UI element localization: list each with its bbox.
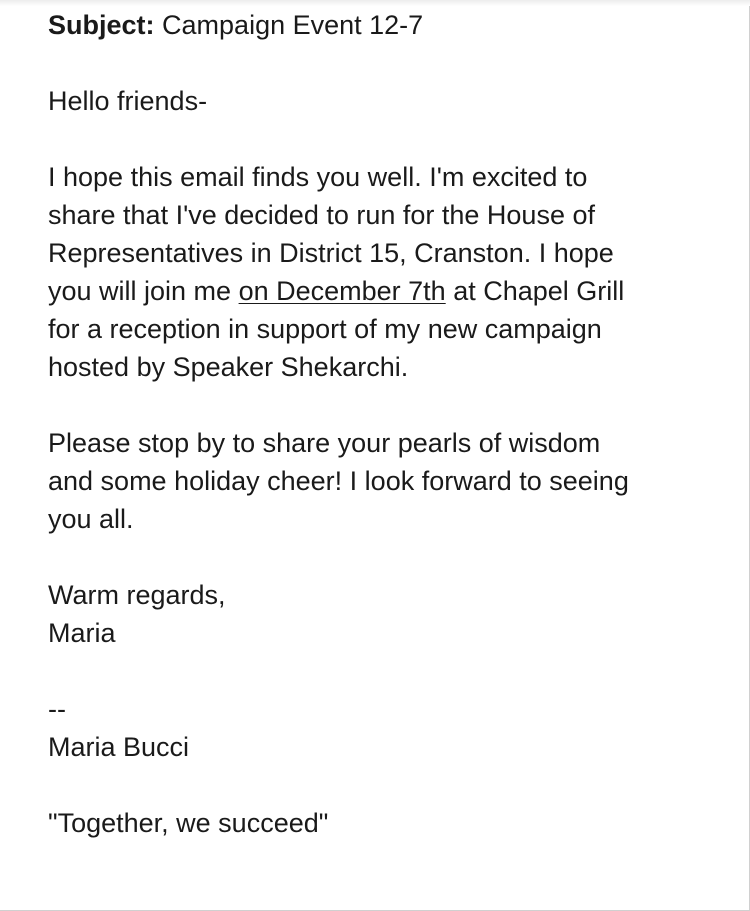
paragraph-line: for a reception in support of my new campaign <box>48 314 602 344</box>
greeting-text: Hello friends- <box>48 86 208 116</box>
signature-motto-block <box>48 804 728 842</box>
closing-name: Maria <box>48 618 116 648</box>
paragraph-line: hosted by Speaker Shekarchi. <box>48 352 409 382</box>
paragraph-line: and some holiday cheer! I look forward to seeing <box>48 466 629 496</box>
paragraph-line: I hope this email finds you well. I'm excited to <box>48 162 588 192</box>
paragraph-announcement <box>48 158 728 386</box>
signature-separator: -- <box>48 694 66 724</box>
signature-name: Maria Bucci <box>48 732 190 762</box>
subject-text: Campaign Event 12-7 <box>162 10 424 40</box>
paragraph-invitation <box>48 424 728 538</box>
line-text-before-link: you will join me <box>48 276 239 306</box>
paragraph-line: you all. <box>48 504 134 534</box>
signature-block <box>48 690 728 766</box>
greeting <box>48 82 728 120</box>
subject-line <box>48 6 728 44</box>
closing-block <box>48 576 728 652</box>
closing-text: Warm regards, <box>48 580 226 610</box>
paragraph-line: Please stop by to share your pearls of wisdom <box>48 428 601 458</box>
subject-label: Subject: <box>48 10 155 40</box>
line-text-after-link: at Chapel Grill <box>445 276 625 306</box>
paragraph-line: share that I've decided to run for the House of <box>48 200 595 230</box>
event-date-link[interactable]: on December 7th <box>238 276 446 306</box>
paragraph-line: Representatives in District 15, Cranston. I hope <box>48 238 614 268</box>
email-content <box>48 6 728 880</box>
paragraph-line-with-link <box>48 272 728 310</box>
signature-motto: "Together, we succeed" <box>48 808 329 838</box>
